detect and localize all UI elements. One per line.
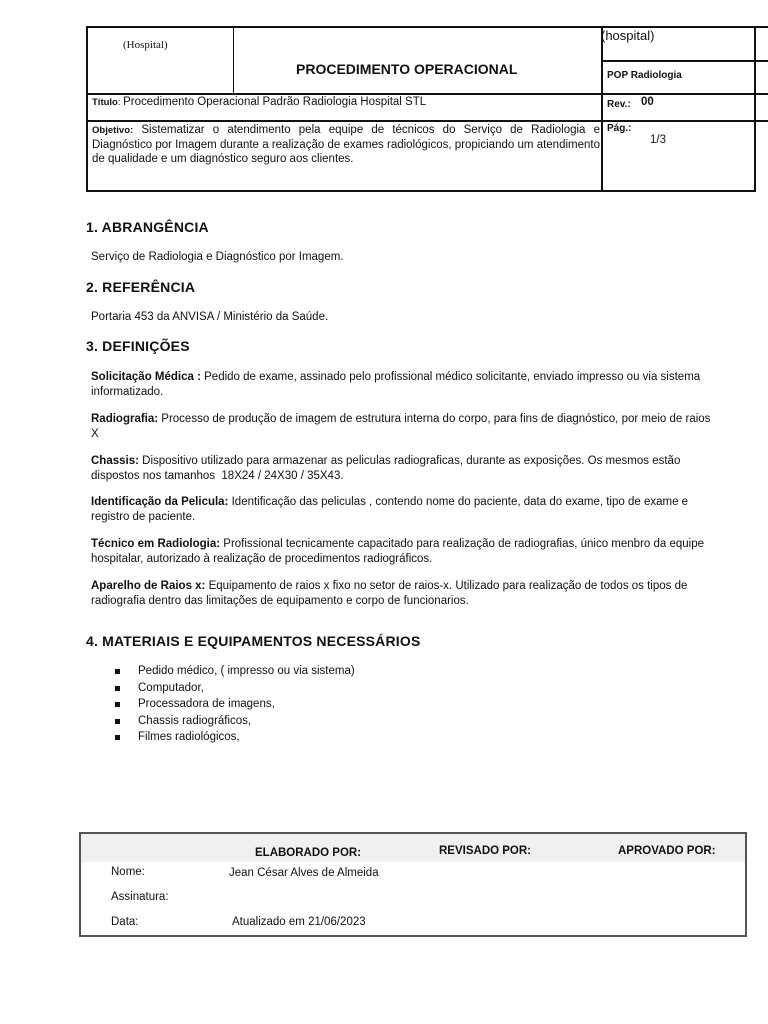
definition-radiografia (91, 412, 721, 442)
header-table (86, 26, 768, 192)
definition-text: Identificação das peliculas , contendo nome do paciente, data do exame, tipo de exame e registro de paciente. (91, 496, 689, 523)
titulo-value: Procedimento Operacional Padrão Radiologia Hospital STL (123, 96, 427, 108)
data-value: Atualizado em 21/06/2023 (232, 916, 366, 928)
section-1-title: 1. ABRANGÊNCIA (86, 219, 209, 235)
list-item (111, 696, 355, 713)
table-border-top (86, 26, 768, 28)
titulo-row: Título: Procedimento Operacional Padrão Radiologia Hospital STL (92, 96, 427, 108)
definition-text: Dispositivo utilizado para armazenar as peliculas radiograficas, durante as exposições. Os mesmos estão dispostos nos tamanhos 18X24 / 24X30 / 35X43. (91, 455, 684, 482)
revisado-label: REVISADO POR: (439, 845, 532, 857)
divider-title (86, 93, 768, 95)
document-type-title: PROCEDIMENTO OPERACIONAL (296, 61, 518, 77)
data-label: Data: (111, 916, 139, 928)
divider-right-col (601, 26, 603, 192)
list-item-text: Filmes radiológicos, (138, 731, 240, 743)
page-value: 1/3 (650, 134, 666, 146)
bullet-icon (115, 669, 120, 674)
bullet-icon (115, 702, 120, 707)
hospital-name-left: (Hospital) (123, 39, 168, 51)
nome-value: Jean César Alves de Almeida (229, 867, 379, 879)
definition-aparelho (91, 579, 721, 609)
bullet-icon (115, 735, 120, 740)
divider-objective (86, 120, 768, 122)
section-2-text: Portaria 453 da ANVISA / Ministério da Saúde. (91, 311, 329, 323)
titulo-label: Título (92, 97, 118, 108)
list-item (111, 680, 355, 697)
divider-hospital (233, 26, 234, 94)
pop-label: POP Radiologia (607, 70, 682, 81)
table-border-right (754, 26, 756, 192)
definition-chassis (91, 454, 721, 484)
objetivo-block (92, 123, 600, 166)
signature-table (79, 832, 747, 937)
definition-text: Processo de produção de imagem de estrutura interna do corpo, para fins de diagnóstico, por meio de raios X (91, 413, 711, 440)
list-item (111, 729, 355, 746)
definition-solicitacao (91, 370, 721, 400)
rev-label: Rev.: (607, 99, 631, 110)
page-label: Pág.: (607, 123, 632, 134)
definition-text: Pedido de exame, assinado pelo profissional médico solicitante, enviado impresso ou via sistema informatizado. (91, 371, 701, 398)
definition-term: Técnico em Radiologia: (91, 538, 221, 550)
divider-pop (602, 60, 768, 62)
definition-term: Aparelho de Raios x: (91, 580, 206, 592)
bullet-icon (115, 686, 120, 691)
table-border-bottom (86, 190, 756, 192)
objetivo-value: Sistematizar o atendimento pela equipe de técnicos do Serviço de Radiologia e Diagnóstico por Imagem durante a realização de exames radiológicos, propiciando um atendimento de qualidade e um diagnóstico seguro aos clientes. (92, 124, 600, 165)
list-item-text: Chassis radiográficos, (138, 714, 252, 727)
definition-term: Chassis: (91, 455, 139, 467)
definition-term: Identificação da Pelicula: (91, 496, 229, 508)
nome-label: Nome: (111, 866, 145, 878)
elaborado-label: ELABORADO POR: (255, 847, 362, 859)
materials-list (111, 663, 355, 746)
definition-tecnico (91, 537, 721, 567)
definition-text: Equipamento de raios x fixo no setor de raios-x. Utilizado para realização de todos os tipos de radiografia dentro das limitações de equipamento e corpo de funcionarios. (91, 580, 688, 607)
section-3-title: 3. DEFINIÇÕES (86, 338, 190, 354)
aprovado-label: APROVADO POR: (618, 845, 716, 857)
list-item (111, 713, 355, 730)
section-1-text: Serviço de Radiologia e Diagnóstico por Imagem. (91, 251, 344, 263)
objetivo-label: Objetivo: (92, 125, 134, 136)
section-2-title: 2. REFERÊNCIA (86, 279, 196, 295)
rev-value: 00 (641, 96, 654, 108)
list-item-text: Processadora de imagens, (138, 698, 275, 710)
assinatura-label: Assinatura: (111, 891, 169, 903)
definition-term: Radiografia: (91, 413, 159, 425)
list-item (111, 663, 355, 680)
list-item-text: Computador, (138, 681, 204, 694)
bullet-icon (115, 719, 120, 724)
definition-term: Solicitação Médica : (91, 371, 201, 383)
definition-identificacao (91, 495, 721, 525)
hospital-name-right: (hospital) (601, 28, 655, 43)
section-4-title: 4. MATERIAIS E EQUIPAMENTOS NECESSÁRIOS (86, 633, 421, 649)
table-border-left (86, 26, 88, 192)
definition-text: Profissional tecnicamente capacitado para realização de radiografias, único menbro da equipe hospitalar, autorizado à realização de procedimentos radiográficos. (91, 538, 705, 565)
list-item-text: Pedido médico, ( impresso ou via sistema) (138, 665, 355, 677)
